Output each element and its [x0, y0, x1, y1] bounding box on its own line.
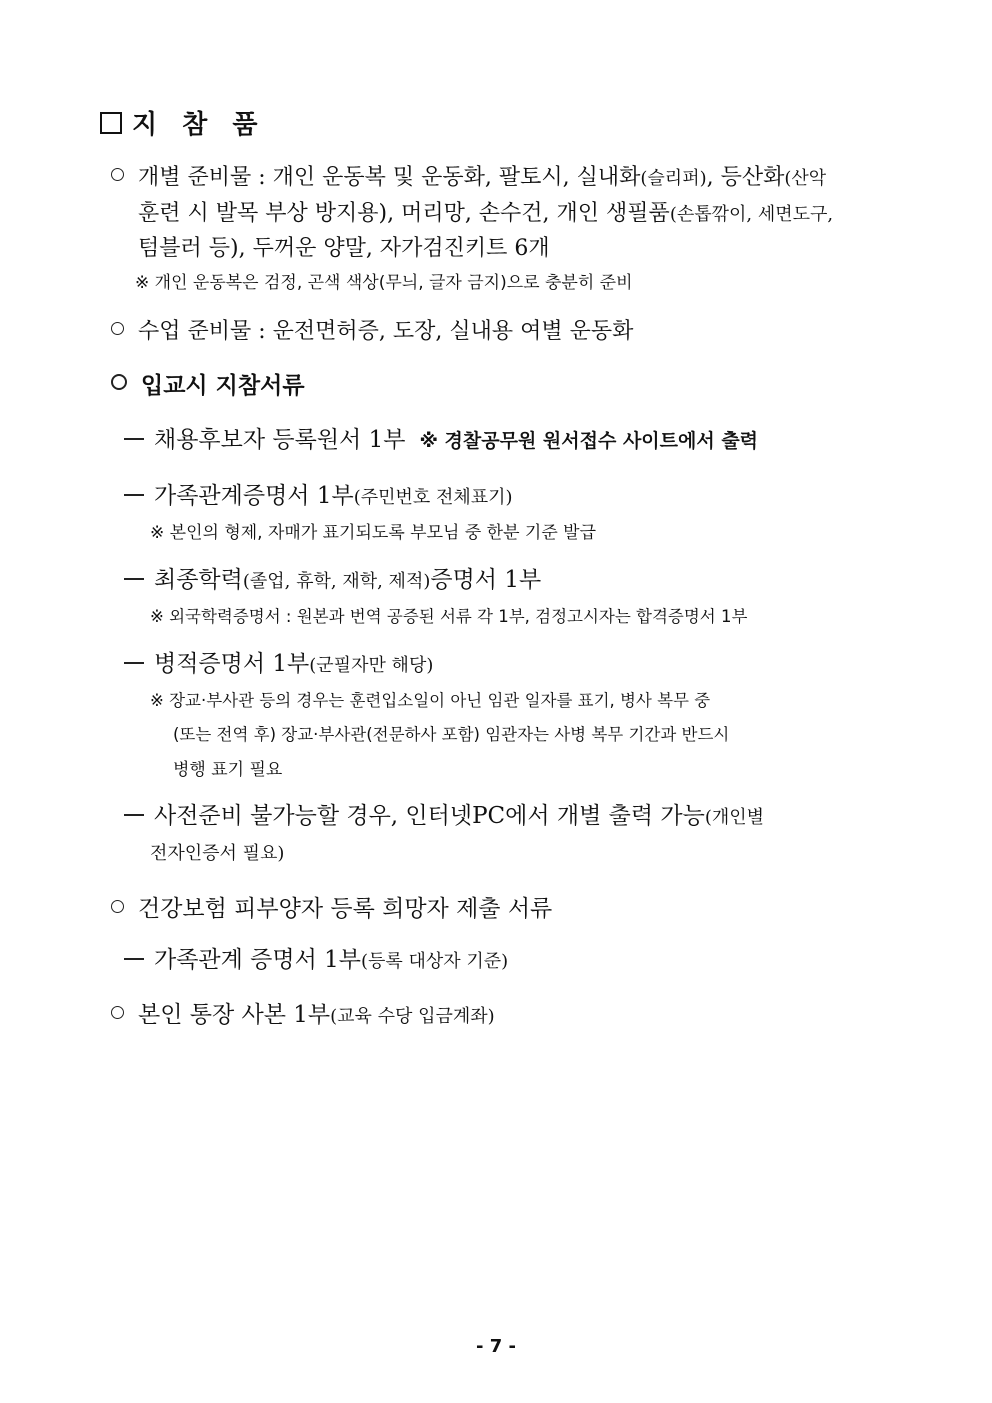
checkbox-square-icon	[100, 112, 122, 134]
circle-bullet-icon	[111, 168, 124, 181]
dash-bullet-icon	[124, 494, 144, 496]
item-class: 수업 준비물 : 운전면허증, 도장, 실내용 여별 운동화	[111, 314, 633, 345]
dash-bullet-icon	[124, 814, 144, 816]
insurance-family-relation: 가족관계 증명서 1부(등록 대상자 기준)	[124, 941, 508, 974]
doc-family-note: ※ 본인의 형제, 자매가 표기되도록 부모님 중 한분 기준 발급	[150, 523, 596, 543]
doc-education: 최종학력(졸업, 휴학, 재학, 제적)증명서 1부	[124, 561, 541, 594]
dash-bullet-icon	[124, 662, 144, 664]
doc-family-relation: 가족관계증명서 1부(주민번호 전체표기)	[124, 477, 513, 510]
item-personal-line2: 훈련 시 발목 부상 방지용), 머리망, 손수건, 개인 생필품(손톱깎이, 세면도구,	[138, 201, 834, 226]
doc-military-note-line1: ※ 장교·부사관 등의 경우는 훈련입소일이 아닌 임관 일자를 표기, 병사 복무 중	[150, 691, 711, 710]
item-personal-line3: 텀블러 등), 두꺼운 양말, 자가검진키트 6개	[138, 236, 550, 261]
dash-bullet-icon	[124, 578, 144, 580]
circle-bullet-icon	[111, 374, 127, 390]
doc-registration: 채용후보자 등록원서 1부 ※ 경찰공무원 원서접수 사이트에서 출력	[124, 421, 758, 454]
dash-bullet-icon	[124, 438, 144, 440]
item-bank-copy: 본인 통장 사본 1부(교육 수당 입금계좌)	[111, 996, 495, 1029]
doc-military: 병적증명서 1부(군필자만 해당)	[124, 645, 433, 678]
doc-military-note-line3: 병행 표기 필요	[173, 760, 283, 780]
circle-bullet-icon	[111, 322, 124, 335]
item-insurance-title: 건강보험 피부양자 등록 희망자 제출 서류	[111, 890, 552, 923]
page-number: - 7 -	[476, 1336, 516, 1357]
item-personal-line1: 개별 준비물 : 개인 운동복 및 운동화, 팔토시, 실내화(슬리퍼), 등산화(산악	[111, 160, 826, 191]
doc-education-note: ※ 외국학력증명서 : 원본과 번역 공증된 서류 각 1부, 검정고시자는 합격증명서 1부	[150, 607, 748, 626]
circle-bullet-icon	[111, 900, 124, 913]
section-heading: 지 참 품	[100, 104, 265, 141]
circle-bullet-icon	[111, 1006, 124, 1019]
doc-online-print: 사전준비 불가능할 경우, 인터넷PC에서 개별 출력 가능(개인별	[124, 797, 764, 830]
item-docs-title: 입교시 지참서류	[111, 367, 305, 400]
item-personal-note: ※ 개인 운동복은 검정, 곤색 색상(무늬, 글자 금지)으로 충분히 준비	[135, 273, 633, 293]
dash-bullet-icon	[124, 958, 144, 960]
doc-online-print-line2: 전자인증서 필요)	[150, 843, 285, 864]
doc-military-note-line2: (또는 전역 후) 장교·부사관(전문하사 포함) 임관자는 사병 복무 기간과 반드시	[173, 725, 730, 744]
